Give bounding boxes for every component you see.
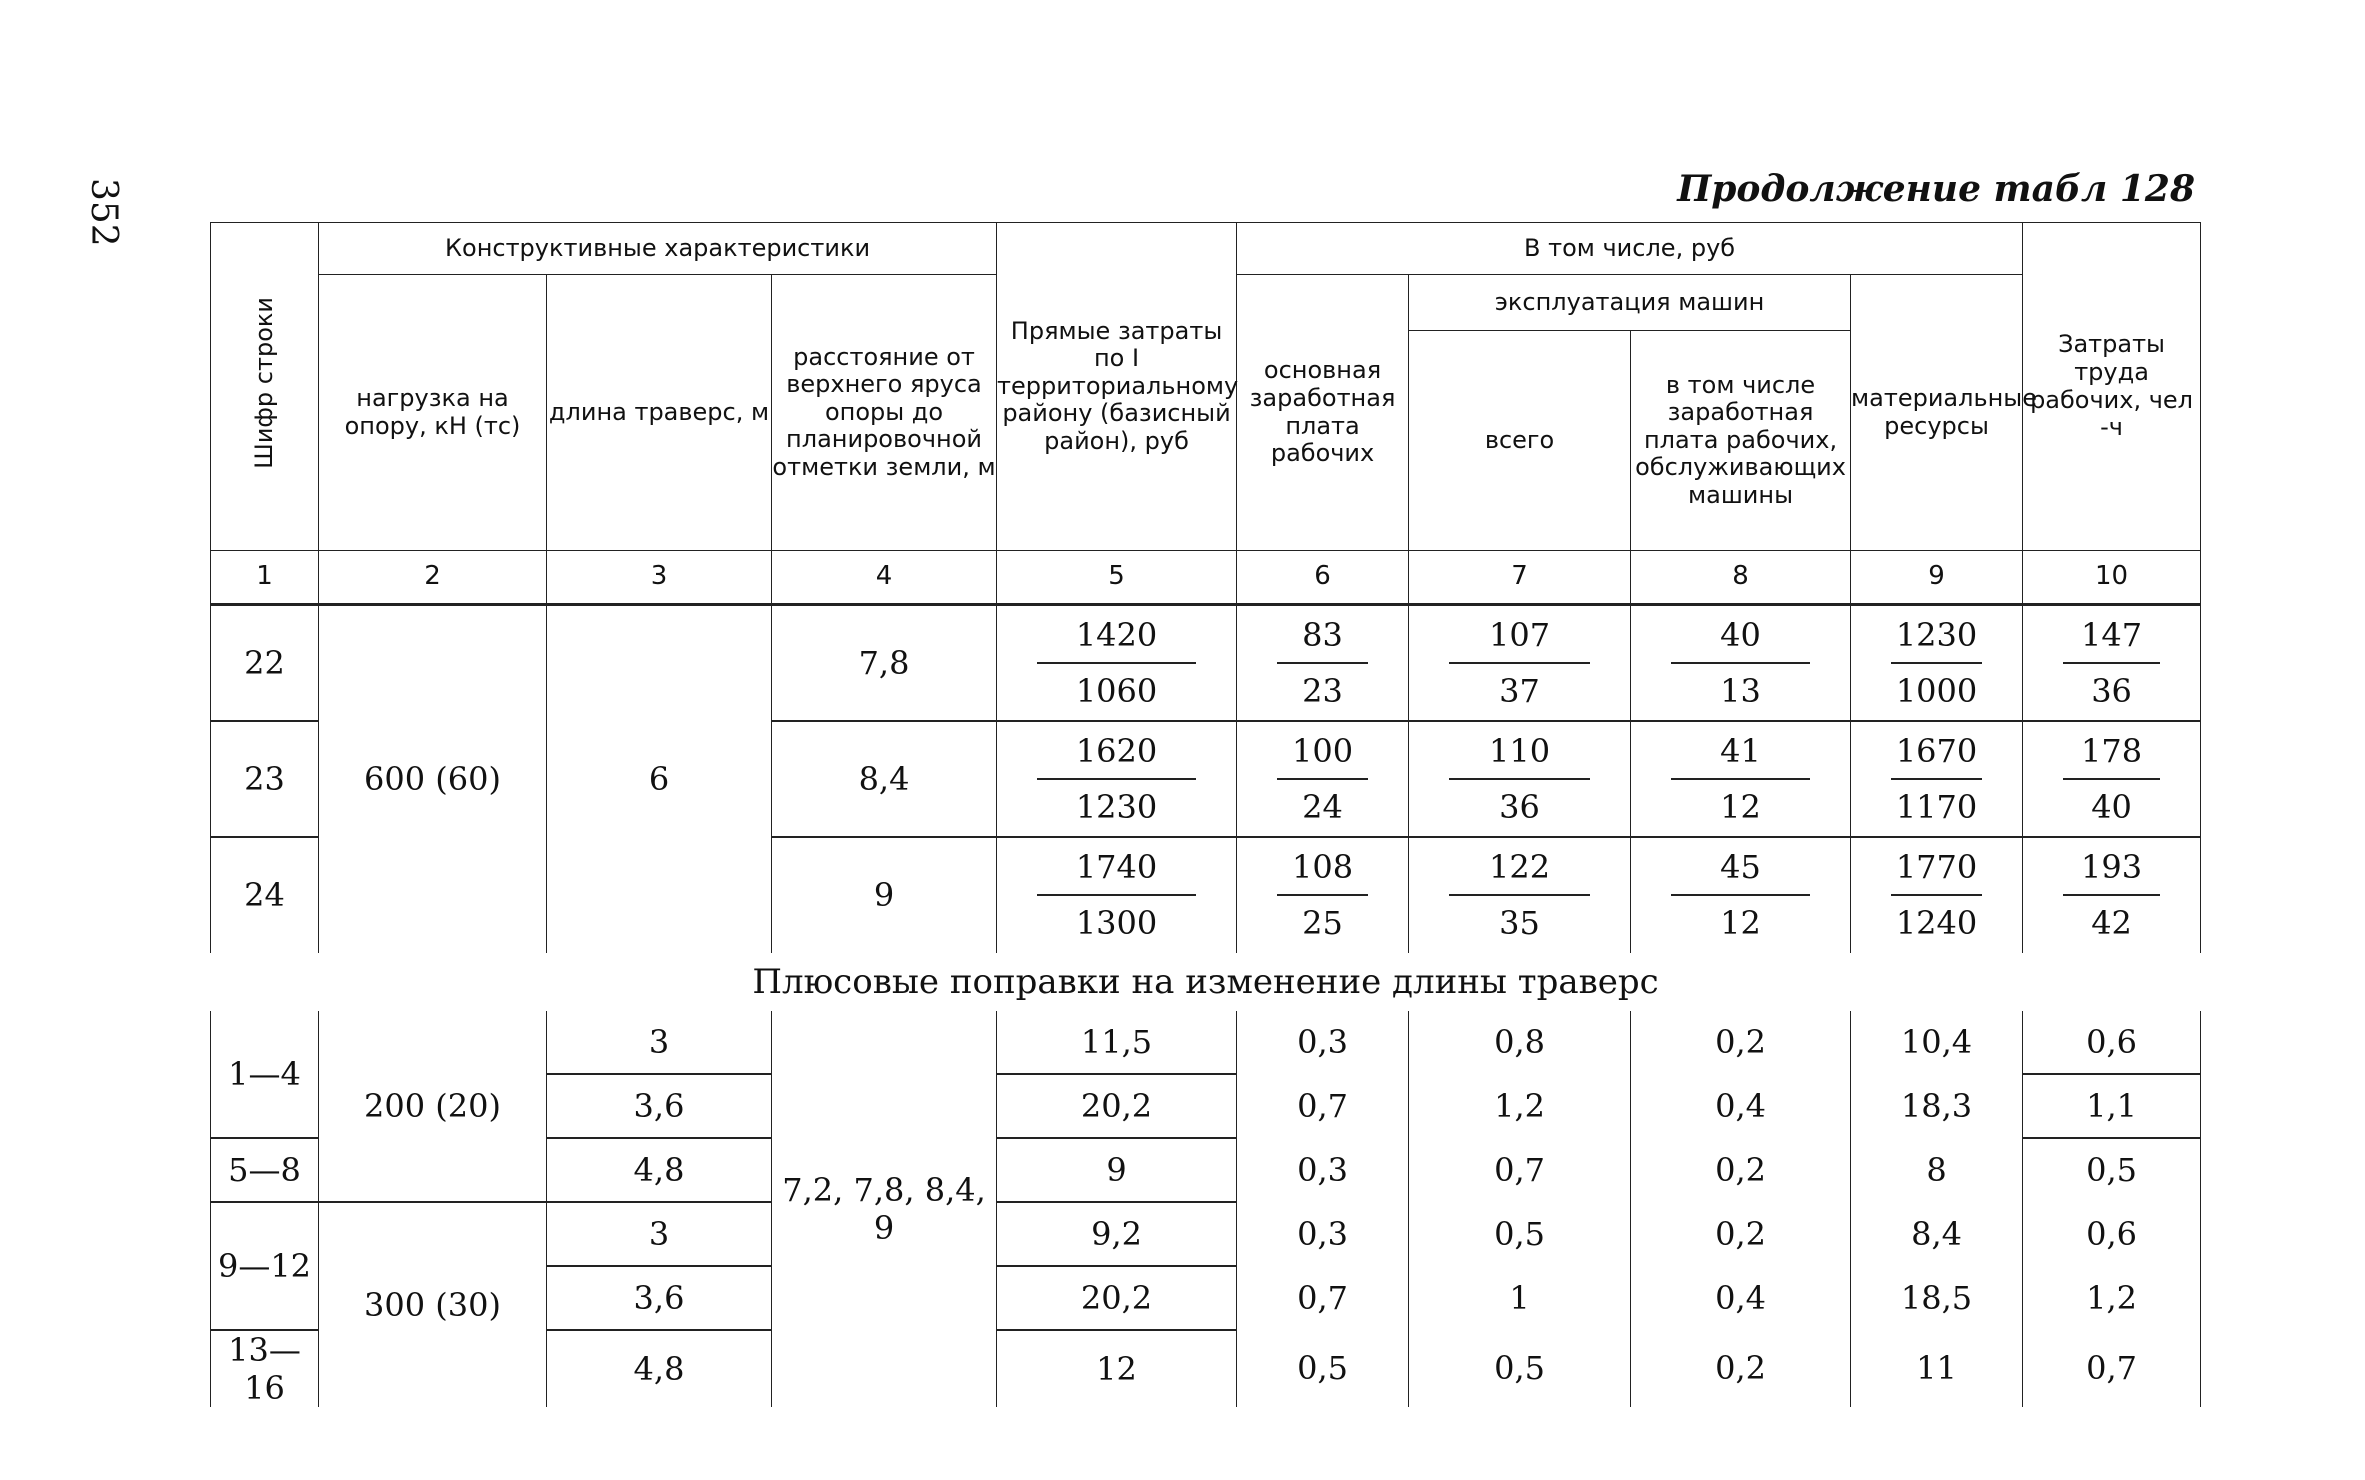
header-load: нагрузка на опору, кН (тс)	[319, 275, 547, 551]
table-header	[211, 223, 2201, 605]
header-distance: расстояние от верхнего яруса опоры до планировочной отметки земли, м	[772, 275, 997, 551]
header-base-wage: основная заработная плата рабочих	[1237, 275, 1409, 551]
header-group-machines: эксплуатация машин	[1409, 275, 1851, 331]
header-group-including: В том числе, руб	[1237, 223, 2023, 275]
table-row: 22 600 (60) 6 7,8 1420 1060 83 23 107 37 40 13 1230 1000 147 36	[211, 605, 2201, 721]
header-length: длина траверс, м	[547, 275, 772, 551]
table-row: 24 9 1740 1300 108 25 122 35 45 12 1770 1240 193 42	[211, 837, 2201, 953]
header-machines-wage: в том числе заработная плата рабочих, обслуживающих машины	[1631, 331, 1851, 551]
header-machines-total: всего	[1409, 331, 1631, 551]
table-row: 3,6 20,2 0,7 1 0,4 18,5 1,2	[211, 1266, 2201, 1330]
table-row: 13—16 4,8 12 0,5 0,5 0,2 11 0,7	[211, 1330, 2201, 1407]
page-number: 352	[83, 178, 124, 247]
corrections-title: Плюсовые поправки на изменение длины траверс	[752, 961, 1659, 1002]
table-row: 9—12 300 (30) 3 9,2 0,3 0,5 0,2 8,4 0,6	[211, 1202, 2201, 1266]
table-caption: Продолжение табл 128	[1677, 168, 2195, 210]
header-materials: материальные ресурсы	[1851, 275, 2023, 551]
correction-rows	[211, 1011, 2201, 1407]
table-row: 23 8,4 1620 1230 100 24 110 36 41 12 1670 1170 178 40	[211, 721, 2201, 837]
corrections-title-row	[211, 953, 2201, 1011]
table-row: 3,6 20,2 0,7 1,2 0,4 18,3 1,1	[211, 1074, 2201, 1138]
header-labor: Затраты труда рабочих, чел -ч	[2023, 223, 2201, 551]
table-row: 5—8 4,8 9 0,3 0,7 0,2 8 0,5	[211, 1138, 2201, 1202]
table-row: 1—4 200 (20) 3 7,2, 7,8, 8,4, 9 11,5 0,3 0,8 0,2 10,4 0,6	[211, 1011, 2201, 1074]
column-numbers-row: 1 2 3 4 5 6 7 8 9 10	[211, 551, 2201, 605]
main-rows	[211, 605, 2201, 1011]
cost-table	[210, 222, 2201, 1407]
header-direct-costs: Прямые затраты по I территориальному району (базисный район), руб	[997, 223, 1237, 551]
header-row-code: Шифр строки	[211, 223, 319, 551]
header-group-construct: Конструктивные характеристики	[319, 223, 997, 275]
